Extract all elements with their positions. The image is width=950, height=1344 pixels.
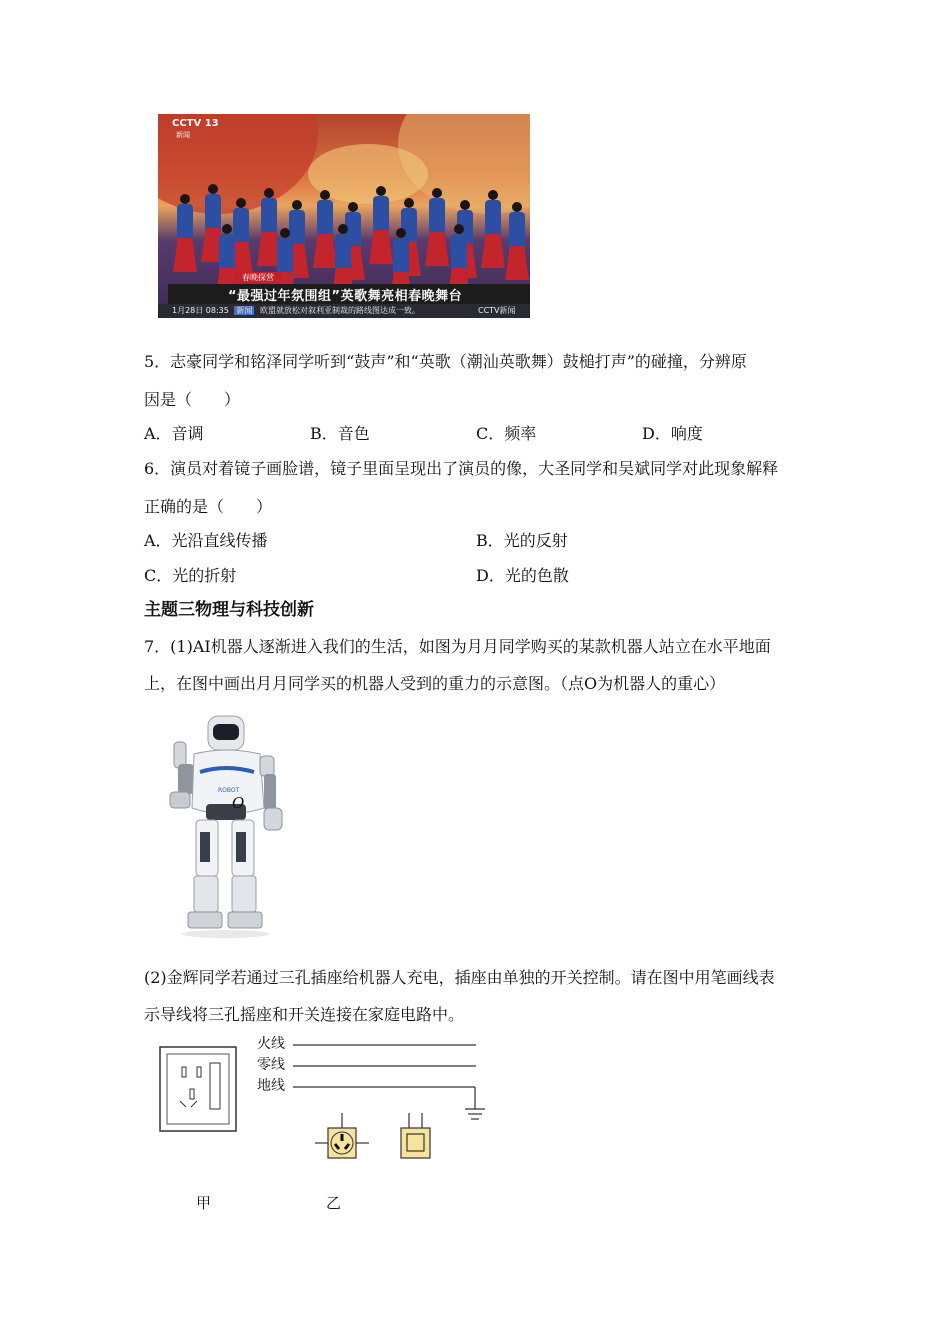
q7-stem-line1: 7．(1)AI机器人逐渐进入我们的生活，如图为月月同学购买的某款机器人站立在水平地面 (144, 637, 771, 656)
q5-stem-line1: 5．志豪同学和铭泽同学听到“鼓声”和“英歌（潮汕英歌舞）鼓槌打声”的碰撞，分辨原 (144, 352, 747, 371)
ticker-label: 新闻 (236, 306, 253, 315)
q5-stem-line2: 因是（ ） (144, 390, 241, 409)
q6-option-c: C．光的折射 (144, 566, 237, 585)
three-hole-socket-b (315, 1113, 369, 1158)
figure-label-a: 甲 (196, 1194, 212, 1212)
q6-stem-line1: 6．演员对着镜子画脸谱，镜子里面呈现出了演员的像，大圣同学和吴斌同学对此现象解释 (144, 459, 779, 478)
section-title: 主题三物理与科技创新 (144, 600, 314, 620)
q5-option-c: C．频率 (476, 424, 537, 443)
q6-option-a: A．光沿直线传播 (144, 531, 268, 550)
news-ticker (158, 304, 530, 318)
cctv-logo: CCTV 13 (172, 118, 219, 129)
label-live-wire: 火线 (257, 1036, 285, 1052)
spring-festival-gala-photo (158, 114, 530, 318)
headline-text: “最强过年氛围组”英歌舞亮相春晚舞台 (228, 289, 463, 304)
robot-figure (160, 712, 290, 940)
robot-brand: ROBOT (218, 787, 240, 794)
socket-panel-a (160, 1047, 236, 1131)
label-ground-wire: 地线 (257, 1078, 285, 1094)
ticker-text: 欧盟就放松对叙利亚制裁的路线图达成一致。 (259, 306, 420, 315)
q5-option-b: B．音色 (310, 424, 370, 443)
label-neutral-wire: 零线 (257, 1057, 285, 1073)
ground-symbol (465, 1087, 485, 1119)
center-of-gravity-label: O (232, 794, 245, 812)
ticker-time: 1月28日 08:35 (172, 306, 229, 315)
q5-option-a: A．音调 (144, 424, 204, 443)
cctv-logo-sub: 新闻 (176, 131, 190, 139)
q6-stem-line2: 正确的是（ ） (144, 497, 273, 516)
q7-part2-line2: 示导线将三孔摇座和开关连接在家庭电路中。 (144, 1005, 465, 1024)
q7-stem-line2: 上，在图中画出月月同学买的机器人受到的重力的示意图。（点O为机器人的重心） (144, 674, 726, 693)
figure-label-b: 乙 (326, 1194, 342, 1212)
q7-part2-line1: (2)金辉同学若通过三孔插座给机器人充电，插座由单独的开关控制。请在图中用笔画线表 (144, 968, 775, 987)
q5-option-d: D．响度 (642, 424, 703, 443)
q6-option-d: D．光的色散 (476, 566, 569, 585)
switch (401, 1113, 430, 1158)
ticker-logo: CCTV新闻 (478, 306, 516, 315)
news-tag: 春晚探营 (234, 272, 282, 284)
q6-option-b: B．光的反射 (476, 531, 568, 550)
circuit-diagram (155, 1035, 495, 1175)
